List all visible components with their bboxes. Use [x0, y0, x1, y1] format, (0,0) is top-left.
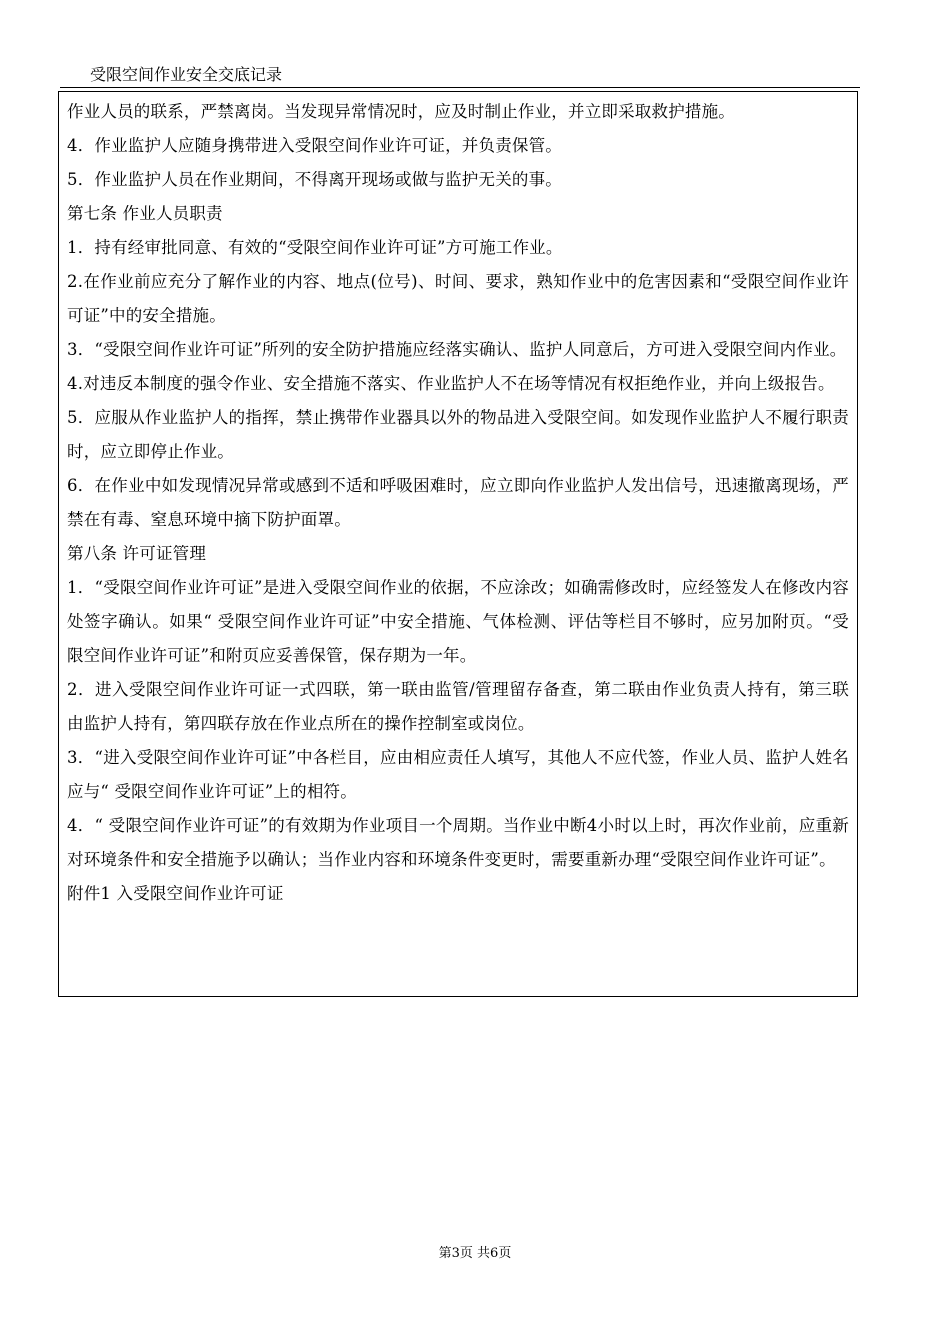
paragraph-item: 4.对违反本制度的强令作业、安全措施不落实、作业监护人不在场等情况有权拒绝作业，并向上级报告。 — [67, 374, 835, 393]
section-heading: 第七条 作业人员职责 — [67, 204, 223, 223]
paragraph-item: 2．进入受限空间作业许可证一式四联，第一联由监管/管理留存备查，第二联由作业负责人持有，第三联由监护人持有，第四联存放在作业点所在的操作控制室或岗位。 — [67, 680, 849, 733]
paragraph-item: 6．在作业中如发现情况异常或感到不适和呼吸困难时，应立即向作业监护人发出信号，迅速撤离现场，严禁在有毒、窒息环境中摘下防护面罩。 — [67, 476, 849, 529]
paragraph-item: 3．“进入受限空间作业许可证”中各栏目，应由相应责任人填写，其他人不应代签，作业人员、监护人姓名应与“ 受限空间作业许可证”上的相符。 — [67, 748, 849, 801]
header-divider — [60, 87, 860, 88]
paragraph-continuation: 作业人员的联系，严禁离岗。当发现异常情况时，应及时制止作业，并立即采取救护措施。 — [67, 102, 735, 121]
paragraph-item: 4．“ 受限空间作业许可证”的有效期为作业项目一个周期。当作业中断4小时以上时，再次作业前，应重新对环境条件和安全措施予以确认；当作业内容和环境条件变更时，需要重新办理“受限空间作业许可证”。 — [67, 816, 849, 869]
document-header-title: 受限空间作业安全交底记录 — [90, 65, 283, 84]
paragraph-item: 4．作业监护人应随身携带进入受限空间作业许可证，并负责保管。 — [67, 136, 562, 155]
paragraph-item: 1．持有经审批同意、有效的“受限空间作业许可证”方可施工作业。 — [67, 238, 563, 257]
page-number-footer: 第3页 共6页 — [438, 1246, 512, 1261]
attachment-line: 附件1 入受限空间作业许可证 — [67, 884, 284, 903]
paragraph-item: 2.在作业前应充分了解作业的内容、地点(位号)、时间、要求，熟知作业中的危害因素和“受限空间作业许可证”中的安全措施。 — [67, 272, 849, 325]
paragraph-item: 1．“受限空间作业许可证”是进入受限空间作业的依据，不应涂改；如确需修改时，应经签发人在修改内容处签字确认。如果“ 受限空间作业许可证”中安全措施、气体检测、评估等栏目不够时，应另加附页。“受限空间作业许可证”和附页应妥善保管，保存期为一年。 — [67, 578, 849, 665]
paragraph-item: 5．应服从作业监护人的指挥，禁止携带作业器具以外的物品进入受限空间。如发现作业监护人不履行职责时，应立即停止作业。 — [67, 408, 849, 461]
content-table-cell — [58, 91, 858, 997]
paragraph-item: 5．作业监护人员在作业期间，不得离开现场或做与监护无关的事。 — [67, 170, 562, 189]
section-heading: 第八条 许可证管理 — [67, 544, 207, 563]
paragraph-item: 3．“受限空间作业许可证”所列的安全防护措施应经落实确认、监护人同意后，方可进入受限空间内作业。 — [67, 340, 847, 359]
